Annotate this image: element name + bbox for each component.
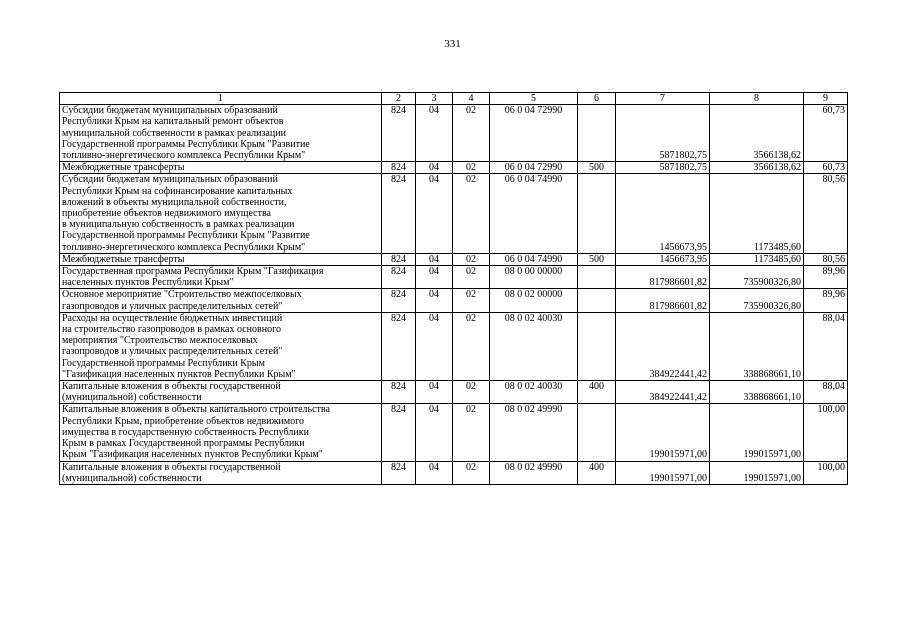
code-subsection: 02 bbox=[453, 381, 490, 404]
target-article: 06 0 04 72990 bbox=[490, 105, 578, 162]
code-section: 04 bbox=[416, 266, 453, 289]
code-grbs: 824 bbox=[382, 266, 416, 289]
col-header: 9 bbox=[804, 93, 848, 105]
row-name: Межбюджетные трансферты bbox=[60, 162, 382, 174]
table-header-row bbox=[60, 93, 848, 105]
code-subsection: 02 bbox=[453, 266, 490, 289]
code-grbs: 824 bbox=[382, 461, 416, 484]
target-article: 08 0 02 00000 bbox=[490, 289, 578, 312]
code-subsection: 02 bbox=[453, 253, 490, 265]
code-subsection: 02 bbox=[453, 404, 490, 461]
executed-amount: 1173485,60 bbox=[710, 253, 804, 265]
col-header: 1 bbox=[60, 93, 382, 105]
expense-type bbox=[578, 266, 616, 289]
executed-amount: 3566138,62 bbox=[710, 105, 804, 162]
col-header: 5 bbox=[490, 93, 578, 105]
planned-amount: 199015971,00 bbox=[616, 461, 710, 484]
code-subsection: 02 bbox=[453, 105, 490, 162]
col-header: 3 bbox=[416, 93, 453, 105]
executed-amount: 338868661,10 bbox=[710, 381, 804, 404]
row-name: Расходы на осуществление бюджетных инвестиций на строительство газопроводов в рамках основного мероприятия "Строительство межпоселковых газопроводов и уличных распределительных сетей" Государственной программы Республики Крым "Газификация населенных пунктов Республики Крым" bbox=[60, 312, 382, 380]
target-article: 08 0 02 49990 bbox=[490, 461, 578, 484]
executed-amount: 3566138,62 bbox=[710, 162, 804, 174]
table-row bbox=[60, 105, 848, 162]
code-section: 04 bbox=[416, 289, 453, 312]
code-section: 04 bbox=[416, 253, 453, 265]
expense-type: 500 bbox=[578, 162, 616, 174]
executed-amount: 338868661,10 bbox=[710, 312, 804, 380]
expense-type: 500 bbox=[578, 253, 616, 265]
code-subsection: 02 bbox=[453, 162, 490, 174]
code-grbs: 824 bbox=[382, 105, 416, 162]
execution-percent: 89,96 bbox=[804, 266, 848, 289]
execution-percent: 100,00 bbox=[804, 461, 848, 484]
row-name: Субсидии бюджетам муниципальных образований Республики Крым на капитальный ремонт объектов муниципальной собственности в рамках реализации Государственной программы Республики Крым "Развитие топливно-энергетического комплекса Республики Крым" bbox=[60, 105, 382, 162]
execution-percent: 100,00 bbox=[804, 404, 848, 461]
code-section: 04 bbox=[416, 461, 453, 484]
code-subsection: 02 bbox=[453, 461, 490, 484]
target-article: 06 0 04 74990 bbox=[490, 253, 578, 265]
planned-amount: 199015971,00 bbox=[616, 404, 710, 461]
row-name: Межбюджетные трансферты bbox=[60, 253, 382, 265]
col-header: 6 bbox=[578, 93, 616, 105]
code-grbs: 824 bbox=[382, 162, 416, 174]
code-section: 04 bbox=[416, 162, 453, 174]
expense-type bbox=[578, 404, 616, 461]
row-name: Субсидии бюджетам муниципальных образований Республики Крым на софинансирование капитальных вложений в объекты муниципальной собственности, приобретение объектов недвижимого имущества в муниципальную собственность в рамках реализации Государственной программы Республики Крым "Развитие топливно-энергетического комплекса Республики Крым" bbox=[60, 174, 382, 253]
code-grbs: 824 bbox=[382, 381, 416, 404]
expense-type: 400 bbox=[578, 461, 616, 484]
row-name: Капитальные вложения в объекты капитального строительства Республики Крым, приобретение объектов недвижимого имущества в государственную собственность Республики Крым в рамках Государственной программы Республики Крым "Газификация населенных пунктов Республики Крым" bbox=[60, 404, 382, 461]
table-row bbox=[60, 404, 848, 461]
target-article: 06 0 04 72990 bbox=[490, 162, 578, 174]
code-grbs: 824 bbox=[382, 174, 416, 253]
row-name: Капитальные вложения в объекты государственной (муниципальной) собственности bbox=[60, 381, 382, 404]
executed-amount: 199015971,00 bbox=[710, 461, 804, 484]
budget-table bbox=[59, 92, 848, 485]
target-article: 08 0 00 00000 bbox=[490, 266, 578, 289]
execution-percent: 88,04 bbox=[804, 381, 848, 404]
code-section: 04 bbox=[416, 312, 453, 380]
execution-percent: 80,56 bbox=[804, 253, 848, 265]
execution-percent: 80,56 bbox=[804, 174, 848, 253]
target-article: 08 0 02 40030 bbox=[490, 381, 578, 404]
table-row bbox=[60, 381, 848, 404]
planned-amount: 5871802,75 bbox=[616, 105, 710, 162]
execution-percent: 88,04 bbox=[804, 312, 848, 380]
code-section: 04 bbox=[416, 174, 453, 253]
target-article: 08 0 02 49990 bbox=[490, 404, 578, 461]
row-name: Капитальные вложения в объекты государственной (муниципальной) собственности bbox=[60, 461, 382, 484]
execution-percent: 60,73 bbox=[804, 105, 848, 162]
col-header: 4 bbox=[453, 93, 490, 105]
execution-percent: 60,73 bbox=[804, 162, 848, 174]
expense-type bbox=[578, 312, 616, 380]
col-header: 8 bbox=[710, 93, 804, 105]
executed-amount: 735900326,80 bbox=[710, 289, 804, 312]
col-header: 7 bbox=[616, 93, 710, 105]
expense-type bbox=[578, 105, 616, 162]
executed-amount: 1173485,60 bbox=[710, 174, 804, 253]
target-article: 08 0 02 40030 bbox=[490, 312, 578, 380]
table-row bbox=[60, 174, 848, 253]
col-header: 2 bbox=[382, 93, 416, 105]
expense-type bbox=[578, 174, 616, 253]
row-name: Основное мероприятие "Строительство межпоселковых газопроводов и уличных распределительных сетей" bbox=[60, 289, 382, 312]
code-subsection: 02 bbox=[453, 289, 490, 312]
code-section: 04 bbox=[416, 381, 453, 404]
executed-amount: 735900326,80 bbox=[710, 266, 804, 289]
code-section: 04 bbox=[416, 105, 453, 162]
expense-type: 400 bbox=[578, 381, 616, 404]
planned-amount: 1456673,95 bbox=[616, 174, 710, 253]
row-name: Государственная программа Республики Крым "Газификация населенных пунктов Республики Крым" bbox=[60, 266, 382, 289]
table-row bbox=[60, 266, 848, 289]
planned-amount: 1456673,95 bbox=[616, 253, 710, 265]
table-row bbox=[60, 289, 848, 312]
code-section: 04 bbox=[416, 404, 453, 461]
planned-amount: 817986601,82 bbox=[616, 266, 710, 289]
expense-type bbox=[578, 289, 616, 312]
code-subsection: 02 bbox=[453, 312, 490, 380]
code-grbs: 824 bbox=[382, 312, 416, 380]
table-row bbox=[60, 312, 848, 380]
table-row bbox=[60, 253, 848, 265]
table-row bbox=[60, 162, 848, 174]
target-article: 06 0 04 74990 bbox=[490, 174, 578, 253]
table-row bbox=[60, 461, 848, 484]
page-number: 331 bbox=[444, 38, 461, 50]
planned-amount: 5871802,75 bbox=[616, 162, 710, 174]
code-grbs: 824 bbox=[382, 289, 416, 312]
executed-amount: 199015971,00 bbox=[710, 404, 804, 461]
code-grbs: 824 bbox=[382, 404, 416, 461]
planned-amount: 384922441,42 bbox=[616, 312, 710, 380]
code-grbs: 824 bbox=[382, 253, 416, 265]
execution-percent: 89,96 bbox=[804, 289, 848, 312]
planned-amount: 817986601,82 bbox=[616, 289, 710, 312]
planned-amount: 384922441,42 bbox=[616, 381, 710, 404]
code-subsection: 02 bbox=[453, 174, 490, 253]
